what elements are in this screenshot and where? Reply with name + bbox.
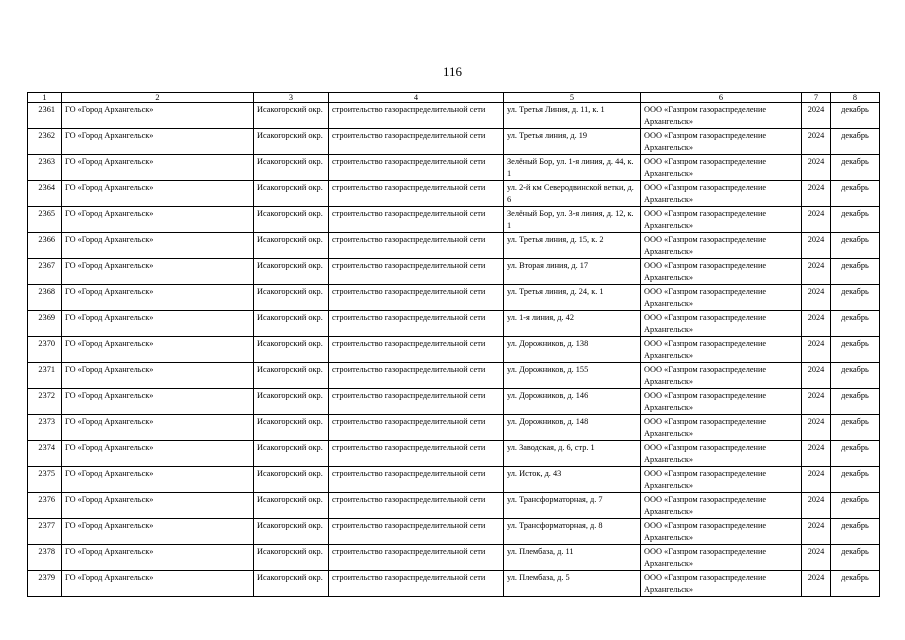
work-type-cell: строительство газораспределительной сети bbox=[329, 493, 504, 519]
month-cell: декабрь bbox=[831, 415, 880, 441]
table-row bbox=[28, 207, 880, 233]
organization-cell: ООО «Газпром газораспределение Архангельск» bbox=[641, 337, 802, 363]
month-cell: декабрь bbox=[831, 285, 880, 311]
organization-cell: ООО «Газпром газораспределение Архангельск» bbox=[641, 545, 802, 571]
month-cell: декабрь bbox=[831, 389, 880, 415]
district-cell: Исакогорский окр. bbox=[254, 467, 329, 493]
row-number-cell: 2363 bbox=[28, 155, 62, 181]
year-cell: 2024 bbox=[802, 337, 831, 363]
table-row bbox=[28, 571, 880, 597]
organization-cell: ООО «Газпром газораспределение Архангельск» bbox=[641, 467, 802, 493]
month-cell: декабрь bbox=[831, 363, 880, 389]
organization-cell: ООО «Газпром газораспределение Архангельск» bbox=[641, 103, 802, 129]
month-cell: декабрь bbox=[831, 155, 880, 181]
table-row bbox=[28, 311, 880, 337]
organization-cell: ООО «Газпром газораспределение Архангельск» bbox=[641, 233, 802, 259]
address-cell: ул. Дорожников, д. 146 bbox=[504, 389, 641, 415]
organization-cell: ООО «Газпром газораспределение Архангельск» bbox=[641, 155, 802, 181]
row-number-cell: 2376 bbox=[28, 493, 62, 519]
page-number: 116 bbox=[442, 64, 463, 79]
work-type-cell: строительство газораспределительной сети bbox=[329, 259, 504, 285]
table-row bbox=[28, 103, 880, 129]
address-cell: ул. Третья линия, д. 15, к. 2 bbox=[504, 233, 641, 259]
year-cell: 2024 bbox=[802, 415, 831, 441]
address-cell: ул. Заводская, д. 6, стр. 1 bbox=[504, 441, 641, 467]
table-row bbox=[28, 415, 880, 441]
column-header: 8 bbox=[831, 93, 880, 103]
month-cell: декабрь bbox=[831, 233, 880, 259]
row-number-cell: 2371 bbox=[28, 363, 62, 389]
district-cell: Исакогорский окр. bbox=[254, 311, 329, 337]
organization-cell: ООО «Газпром газораспределение Архангельск» bbox=[641, 363, 802, 389]
work-type-cell: строительство газораспределительной сети bbox=[329, 207, 504, 233]
organization-cell: ООО «Газпром газораспределение Архангельск» bbox=[641, 571, 802, 597]
table-row bbox=[28, 493, 880, 519]
row-number-cell: 2368 bbox=[28, 285, 62, 311]
month-cell: декабрь bbox=[831, 103, 880, 129]
month-cell: декабрь bbox=[831, 493, 880, 519]
row-number-cell: 2366 bbox=[28, 233, 62, 259]
district-cell: Исакогорский окр. bbox=[254, 181, 329, 207]
table-row bbox=[28, 337, 880, 363]
column-header: 3 bbox=[254, 93, 329, 103]
column-header: 6 bbox=[641, 93, 802, 103]
table-row bbox=[28, 545, 880, 571]
organization-cell: ООО «Газпром газораспределение Архангельск» bbox=[641, 259, 802, 285]
year-cell: 2024 bbox=[802, 259, 831, 285]
year-cell: 2024 bbox=[802, 233, 831, 259]
month-cell: декабрь bbox=[831, 207, 880, 233]
organization-cell: ООО «Газпром газораспределение Архангельск» bbox=[641, 415, 802, 441]
district-cell: Исакогорский окр. bbox=[254, 519, 329, 545]
work-type-cell: строительство газораспределительной сети bbox=[329, 181, 504, 207]
municipality-cell: ГО «Город Архангельск» bbox=[62, 285, 254, 311]
organization-cell: ООО «Газпром газораспределение Архангельск» bbox=[641, 181, 802, 207]
row-number-cell: 2375 bbox=[28, 467, 62, 493]
work-type-cell: строительство газораспределительной сети bbox=[329, 415, 504, 441]
work-type-cell: строительство газораспределительной сети bbox=[329, 519, 504, 545]
organization-cell: ООО «Газпром газораспределение Архангельск» bbox=[641, 285, 802, 311]
organization-cell: ООО «Газпром газораспределение Архангельск» bbox=[641, 311, 802, 337]
district-cell: Исакогорский окр. bbox=[254, 103, 329, 129]
gas-network-table bbox=[27, 92, 880, 597]
organization-cell: ООО «Газпром газораспределение Архангельск» bbox=[641, 129, 802, 155]
municipality-cell: ГО «Город Архангельск» bbox=[62, 545, 254, 571]
organization-cell: ООО «Газпром газораспределение Архангельск» bbox=[641, 519, 802, 545]
district-cell: Исакогорский окр. bbox=[254, 363, 329, 389]
municipality-cell: ГО «Город Архангельск» bbox=[62, 129, 254, 155]
month-cell: декабрь bbox=[831, 467, 880, 493]
row-number-cell: 2361 bbox=[28, 103, 62, 129]
address-cell: ул. 2-й км Северодвинской ветки, д. 6 bbox=[504, 181, 641, 207]
month-cell: декабрь bbox=[831, 311, 880, 337]
municipality-cell: ГО «Город Архангельск» bbox=[62, 441, 254, 467]
municipality-cell: ГО «Город Архангельск» bbox=[62, 207, 254, 233]
column-header: 1 bbox=[28, 93, 62, 103]
organization-cell: ООО «Газпром газораспределение Архангельск» bbox=[641, 389, 802, 415]
work-type-cell: строительство газораспределительной сети bbox=[329, 233, 504, 259]
district-cell: Исакогорский окр. bbox=[254, 337, 329, 363]
year-cell: 2024 bbox=[802, 493, 831, 519]
organization-cell: ООО «Газпром газораспределение Архангельск» bbox=[641, 441, 802, 467]
municipality-cell: ГО «Город Архангельск» bbox=[62, 259, 254, 285]
district-cell: Исакогорский окр. bbox=[254, 441, 329, 467]
table-row bbox=[28, 441, 880, 467]
year-cell: 2024 bbox=[802, 181, 831, 207]
work-type-cell: строительство газораспределительной сети bbox=[329, 311, 504, 337]
address-cell: ул. Третья Линия, д. 11, к. 1 bbox=[504, 103, 641, 129]
work-type-cell: строительство газораспределительной сети bbox=[329, 363, 504, 389]
address-cell: ул. Дорожников, д. 148 bbox=[504, 415, 641, 441]
district-cell: Исакогорский окр. bbox=[254, 389, 329, 415]
table-row bbox=[28, 155, 880, 181]
month-cell: декабрь bbox=[831, 259, 880, 285]
row-number-cell: 2379 bbox=[28, 571, 62, 597]
address-cell: Зелёный Бор, ул. 1-я линия, д. 44, к. 1 bbox=[504, 155, 641, 181]
address-cell: ул. Третья линия, д. 24, к. 1 bbox=[504, 285, 641, 311]
row-number-cell: 2372 bbox=[28, 389, 62, 415]
address-cell: ул. Дорожников, д. 138 bbox=[504, 337, 641, 363]
address-cell: ул. Исток, д. 43 bbox=[504, 467, 641, 493]
municipality-cell: ГО «Город Архангельск» bbox=[62, 233, 254, 259]
month-cell: декабрь bbox=[831, 571, 880, 597]
year-cell: 2024 bbox=[802, 285, 831, 311]
table-row bbox=[28, 389, 880, 415]
month-cell: декабрь bbox=[831, 545, 880, 571]
row-number-cell: 2365 bbox=[28, 207, 62, 233]
municipality-cell: ГО «Город Архангельск» bbox=[62, 337, 254, 363]
address-cell: ул. Вторая линия, д. 17 bbox=[504, 259, 641, 285]
row-number-cell: 2369 bbox=[28, 311, 62, 337]
column-header: 2 bbox=[62, 93, 254, 103]
year-cell: 2024 bbox=[802, 545, 831, 571]
row-number-cell: 2378 bbox=[28, 545, 62, 571]
year-cell: 2024 bbox=[802, 519, 831, 545]
municipality-cell: ГО «Город Архангельск» bbox=[62, 571, 254, 597]
year-cell: 2024 bbox=[802, 311, 831, 337]
address-cell: ул. Трансформаторная, д. 8 bbox=[504, 519, 641, 545]
work-type-cell: строительство газораспределительной сети bbox=[329, 467, 504, 493]
row-number-cell: 2377 bbox=[28, 519, 62, 545]
table-row bbox=[28, 259, 880, 285]
year-cell: 2024 bbox=[802, 103, 831, 129]
table-row bbox=[28, 519, 880, 545]
municipality-cell: ГО «Город Архангельск» bbox=[62, 493, 254, 519]
work-type-cell: строительство газораспределительной сети bbox=[329, 129, 504, 155]
district-cell: Исакогорский окр. bbox=[254, 233, 329, 259]
district-cell: Исакогорский окр. bbox=[254, 285, 329, 311]
district-cell: Исакогорский окр. bbox=[254, 129, 329, 155]
address-cell: ул. Третья линия, д. 19 bbox=[504, 129, 641, 155]
month-cell: декабрь bbox=[831, 441, 880, 467]
table-row bbox=[28, 129, 880, 155]
column-header: 5 bbox=[504, 93, 641, 103]
district-cell: Исакогорский окр. bbox=[254, 493, 329, 519]
work-type-cell: строительство газораспределительной сети bbox=[329, 155, 504, 181]
organization-cell: ООО «Газпром газораспределение Архангельск» bbox=[641, 207, 802, 233]
district-cell: Исакогорский окр. bbox=[254, 155, 329, 181]
row-number-cell: 2362 bbox=[28, 129, 62, 155]
year-cell: 2024 bbox=[802, 207, 831, 233]
address-cell: ул. Плембаза, д. 5 bbox=[504, 571, 641, 597]
table-row bbox=[28, 233, 880, 259]
table-row bbox=[28, 285, 880, 311]
address-cell: ул. Дорожников, д. 155 bbox=[504, 363, 641, 389]
work-type-cell: строительство газораспределительной сети bbox=[329, 103, 504, 129]
work-type-cell: строительство газораспределительной сети bbox=[329, 545, 504, 571]
table-body bbox=[28, 93, 880, 597]
year-cell: 2024 bbox=[802, 467, 831, 493]
municipality-cell: ГО «Город Архангельск» bbox=[62, 363, 254, 389]
municipality-cell: ГО «Город Архангельск» bbox=[62, 519, 254, 545]
municipality-cell: ГО «Город Архангельск» bbox=[62, 155, 254, 181]
table-row bbox=[28, 181, 880, 207]
municipality-cell: ГО «Город Архангельск» bbox=[62, 467, 254, 493]
year-cell: 2024 bbox=[802, 155, 831, 181]
year-cell: 2024 bbox=[802, 129, 831, 155]
address-cell: ул. Трансформаторная, д. 7 bbox=[504, 493, 641, 519]
municipality-cell: ГО «Город Архангельск» bbox=[62, 415, 254, 441]
column-header: 4 bbox=[329, 93, 504, 103]
address-cell: ул. 1-я линия, д. 42 bbox=[504, 311, 641, 337]
district-cell: Исакогорский окр. bbox=[254, 207, 329, 233]
month-cell: декабрь bbox=[831, 519, 880, 545]
month-cell: декабрь bbox=[831, 181, 880, 207]
municipality-cell: ГО «Город Архангельск» bbox=[62, 103, 254, 129]
municipality-cell: ГО «Город Архангельск» bbox=[62, 311, 254, 337]
district-cell: Исакогорский окр. bbox=[254, 571, 329, 597]
year-cell: 2024 bbox=[802, 389, 831, 415]
address-cell: Зелёный Бор, ул. 3-я линия, д. 12, к. 1 bbox=[504, 207, 641, 233]
district-cell: Исакогорский окр. bbox=[254, 545, 329, 571]
work-type-cell: строительство газораспределительной сети bbox=[329, 389, 504, 415]
work-type-cell: строительство газораспределительной сети bbox=[329, 285, 504, 311]
month-cell: декабрь bbox=[831, 129, 880, 155]
row-number-cell: 2367 bbox=[28, 259, 62, 285]
year-cell: 2024 bbox=[802, 441, 831, 467]
work-type-cell: строительство газораспределительной сети bbox=[329, 441, 504, 467]
table-row bbox=[28, 467, 880, 493]
district-cell: Исакогорский окр. bbox=[254, 259, 329, 285]
work-type-cell: строительство газораспределительной сети bbox=[329, 571, 504, 597]
month-cell: декабрь bbox=[831, 337, 880, 363]
district-cell: Исакогорский окр. bbox=[254, 415, 329, 441]
table-row bbox=[28, 363, 880, 389]
address-cell: ул. Плембаза, д. 11 bbox=[504, 545, 641, 571]
municipality-cell: ГО «Город Архангельск» bbox=[62, 181, 254, 207]
row-number-cell: 2364 bbox=[28, 181, 62, 207]
row-number-cell: 2373 bbox=[28, 415, 62, 441]
municipality-cell: ГО «Город Архангельск» bbox=[62, 389, 254, 415]
column-header: 7 bbox=[802, 93, 831, 103]
row-number-cell: 2374 bbox=[28, 441, 62, 467]
year-cell: 2024 bbox=[802, 571, 831, 597]
column-number-row bbox=[28, 93, 880, 103]
organization-cell: ООО «Газпром газораспределение Архангельск» bbox=[641, 493, 802, 519]
year-cell: 2024 bbox=[802, 363, 831, 389]
row-number-cell: 2370 bbox=[28, 337, 62, 363]
work-type-cell: строительство газораспределительной сети bbox=[329, 337, 504, 363]
